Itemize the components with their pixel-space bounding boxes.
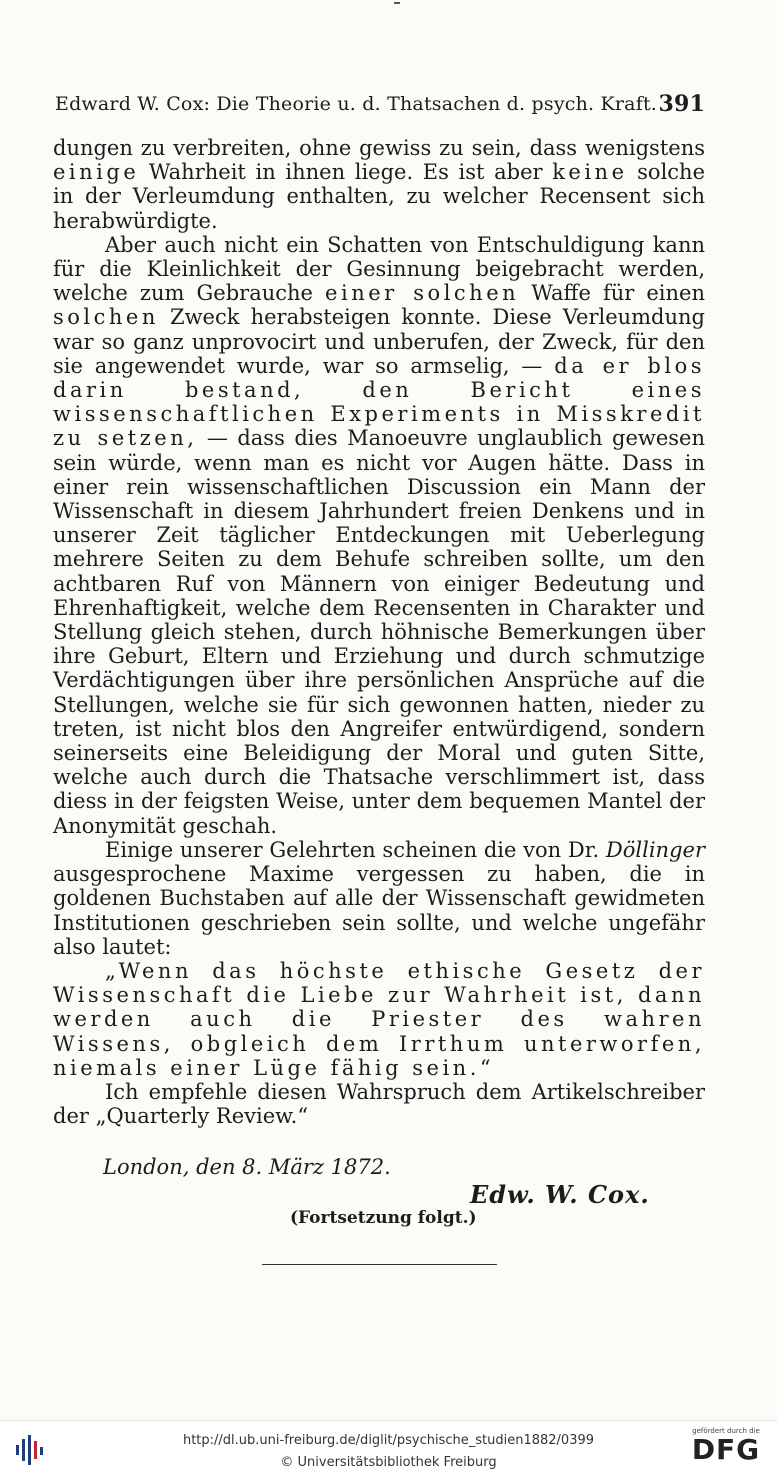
author-signature: Edw. W. Cox. <box>470 1180 650 1209</box>
body-text <box>53 136 705 1128</box>
text-run: Waffe für einen <box>519 281 705 306</box>
dfg-tagline: gefördert durch die <box>692 1427 760 1435</box>
dfg-logo <box>686 1427 766 1473</box>
quotation: „Wenn das höchste ethische Gesetz der Wissenschaft die Liebe zur Wahrheit ist, dann werden auch die Priester des wahren Wissens, obgleich dem Irrthum unterworfen, niemals einer Lüge fähig sein.“ <box>53 958 705 1080</box>
text-run: Zweck herabsteigen konnte. Diese Verleumdung war so ganz unprovocirt und unberufen, der Zweck, für den sie angewendet wurde, war so armselig, — <box>53 305 705 378</box>
text-run: — dass dies Manoeuvre unglaublich gewesen sein würde, wenn man es nicht vor Augen hätte. Dass in einer rein wissenschaftlichen Discussion ein Mann der Wissenschaft in diesem Jahrhundert freien Denkens und in unserer Zeit täglicher Entdeckungen mit Ueberlegung mehrere Seiten zu dem Behufe schreiben sollte, um den achtbaren Ruf von Männern von einiger Bedeutung und Ehrenhaftigkeit, welche dem Recensenten in Charakter und Stellung gleich stehen, durch höhnische Bemerkungen über ihre Geburt, Eltern und Erziehung und durch schmutzige Verdächtigungen über ihre persönlichen Ansprüche auf die Stellungen, welche sie für sich gewonnen hatten, nieder zu treten, ist nicht blos den Angreifer entwürdigend, sondern seinerseits eine Beleidigung der Moral und guten Sitte, welche auch durch die Thatsache verschlimmert ist, dass diess in der feigsten Weise, unter dem bequemen Mantel der Anonymität geschah. <box>53 426 705 838</box>
paragraph-2 <box>53 233 705 838</box>
spaced-emphasis: einer solchen <box>325 281 520 306</box>
paragraph-4: Ich empfehle diesen Wahrspruch dem Artikelschreiber der „Quarterly Review.“ <box>53 1079 705 1129</box>
text-run: solche in der Verleumdung enthalten, zu welcher Recensent sich herabwürdigte. <box>53 160 706 233</box>
page-number: 391 <box>658 91 705 117</box>
header-title: Edward W. Cox: Die Theorie u. d. Thatsachen d. psych. Kraft. <box>55 93 658 115</box>
viewer-footer <box>0 1420 777 1478</box>
spaced-emphasis: solchen <box>53 305 159 330</box>
text-run: Aber auch nicht ein Schatten von Entschuldigung kann für die Kleinlichkeit der Gesinnung beigebracht werden, welche zum Gebrauche <box>53 232 705 306</box>
paragraph-1 <box>53 136 705 233</box>
person-name: Döllinger <box>605 837 705 862</box>
text-run: dungen zu verbreiten, ohne gewiss zu sein, dass wenigstens <box>53 136 705 160</box>
dateline: London, den 8. März 1872. <box>103 1155 391 1179</box>
dfg-wordmark: DFG <box>691 1433 761 1466</box>
copyright-notice: © Universitätsbibliothek Freiburg <box>280 1455 497 1470</box>
spaced-emphasis: keine <box>552 160 628 185</box>
running-header <box>55 90 705 118</box>
text-run: ausgesprochene Maxime vergessen zu haben, die in goldenen Buchstaben auf alle der Wissenschaft gewidmeten Institutionen geschrieben sein sollte, und welche ungefähr also lautet: <box>53 862 705 959</box>
spaced-emphasis: da er blos darin bestand, den Bericht eines wissenschaftlichen Experiments in Misskredit zu setzen, <box>53 353 705 451</box>
text-run: Wahrheit in ihnen liege. Es ist aber <box>139 160 553 185</box>
spaced-emphasis: einige <box>53 160 140 185</box>
end-rule <box>262 1264 497 1265</box>
continuation-note: (Fortsetzung folgt.) <box>290 1208 477 1228</box>
permalink-url[interactable]: http://dl.ub.uni-freiburg.de/diglit/psychische_studien1882/0399 <box>182 1433 595 1448</box>
text-run: Einige unserer Gelehrten scheinen die von Dr. <box>105 837 606 862</box>
paragraph-3 <box>53 838 705 959</box>
scan-mark <box>394 2 400 4</box>
